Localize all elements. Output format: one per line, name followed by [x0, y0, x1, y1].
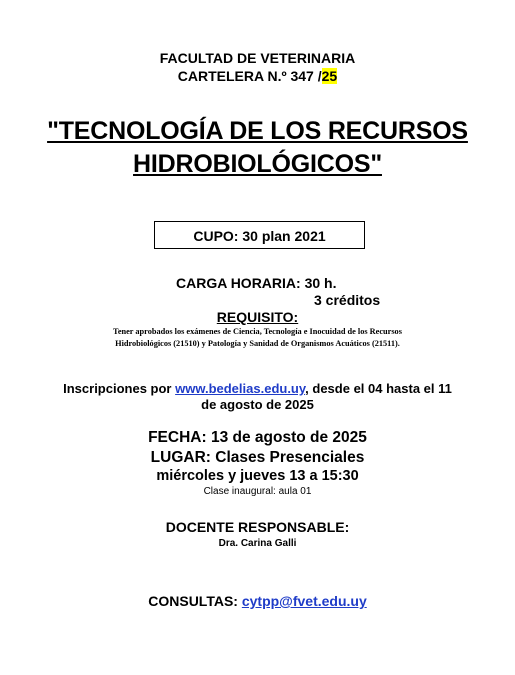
- requisito-line-2: Hidrobiológicos (21510) y Patología y Sanidad de Organismos Acuáticos (21511).: [115, 339, 400, 348]
- requisito-line-1: Tener aprobados los exámenes de Ciencia, Tecnología e Inocuidad de los Recursos: [113, 327, 402, 336]
- lugar: LUGAR: Clases Presenciales: [150, 449, 365, 466]
- fecha: FECHA: 13 de agosto de 2025: [148, 429, 367, 446]
- inscripciones-suffix: , desde el 04 hasta el 11: [305, 381, 452, 396]
- inscripciones-line-1: [0, 381, 515, 396]
- consultas: [0, 593, 515, 609]
- cartelera-number: [0, 68, 515, 84]
- consultas-label: CONSULTAS:: [148, 593, 242, 609]
- clase-inaugural: Clase inaugural: aula 01: [203, 486, 312, 497]
- docente-name: Dra. Carina Galli: [218, 538, 297, 549]
- docente-heading: DOCENTE RESPONSABLE:: [165, 519, 350, 535]
- horario: miércoles y jueves 13 a 15:30: [156, 468, 359, 484]
- title-line-1: "TECNOLOGÍA DE LOS RECURSOS: [47, 117, 468, 145]
- cartelera-year-highlight: 25: [321, 68, 338, 84]
- requisito-heading: REQUISITO:: [216, 309, 299, 325]
- faculty-name: FACULTAD DE VETERINARIA: [159, 50, 356, 66]
- cupo-text: CUPO: 30 plan 2021: [193, 228, 326, 244]
- inscripciones-prefix: Inscripciones por: [63, 381, 176, 396]
- inscripciones-line-2: de agosto de 2025: [201, 397, 314, 412]
- cupo-box: [154, 221, 365, 249]
- title-line-2: HIDROBIOLÓGICOS": [133, 150, 382, 178]
- carga-horaria: CARGA HORARIA: 30 h.: [176, 275, 337, 291]
- bedelias-link[interactable]: www.bedelias.edu.uy: [175, 381, 306, 396]
- consultas-email-link[interactable]: cytpp@fvet.edu.uy: [241, 593, 367, 609]
- creditos: 3 créditos: [314, 292, 381, 308]
- cartelera-prefix: CARTELERA N.º 347 /: [177, 68, 322, 84]
